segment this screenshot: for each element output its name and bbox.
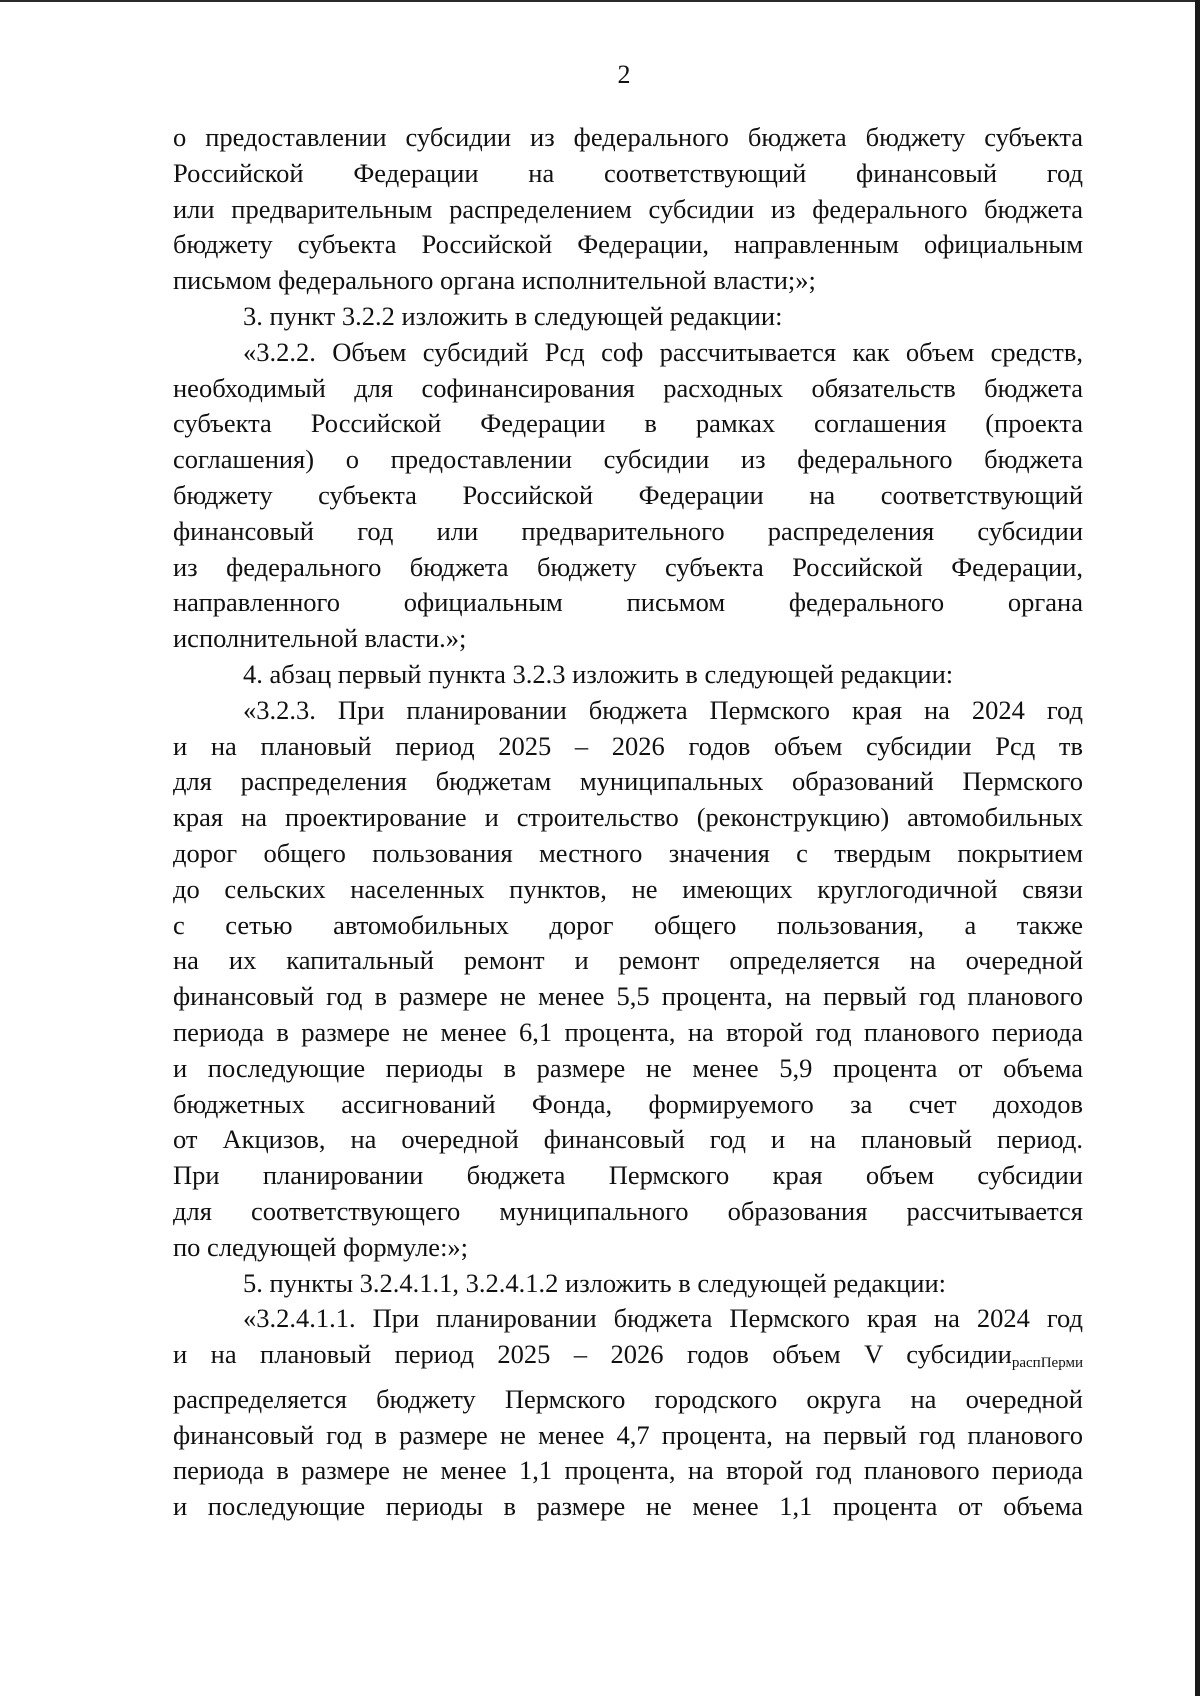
text-line: периода в размере не менее 6,1 процента, на второй год планового периода [173,1016,1083,1047]
text-line: из федерального бюджета бюджету субъекта Российской Федерации, [173,551,1083,582]
text-line: на их капитальный ремонт и ремонт определяется на очередной [173,945,1083,976]
text-line: финансовый год в размере не менее 5,5 процента, на первый год планового [173,981,1083,1012]
text-line-with-subscript [173,1337,1083,1382]
paragraph-quote-3-2-2 [173,335,1083,657]
paragraph-quote-3-2-4-1-1 [173,1301,1083,1525]
text-line: необходимый для софинансирования расходных обязательств бюджета [173,372,1083,403]
text-line: соглашения) о предоставлении субсидии из федерального бюджета [173,444,1083,475]
paragraph-continuation [173,120,1083,299]
subscript-index: распПерми [1011,1355,1083,1372]
text-line: края на проектирование и строительство (реконструкцию) автомобильных [173,802,1083,833]
text-line: 5. пункты 3.2.4.1.1, 3.2.4.1.2 изложить в следующей редакции: [243,1267,947,1298]
text-line: или предварительным распределением субсидии из федерального бюджета [173,193,1083,224]
paragraph-item-4 [173,657,1083,693]
text-line: от Акцизов, на очередной финансовый год и на плановый период. [173,1124,1083,1155]
paragraph-quote-3-2-3 [173,693,1083,1266]
scan-edge-top [0,0,1200,2]
text-line: Российской Федерации на соответствующий финансовый год [173,157,1083,188]
text-line: с сетью автомобильных дорог общего пользования, а также [173,909,1083,940]
text-line: исполнительной власти.»; [173,623,467,654]
text-line: распределяется бюджету Пермского городского округа на очередной [173,1383,1083,1414]
text-line: «3.2.2. Объем субсидий Рсд соф рассчитывается как объем средств, [243,336,1083,367]
text-line: периода в размере не менее 1,1 процента, на второй год планового периода [173,1455,1083,1486]
text-line: При планировании бюджета Пермского края объем субсидии [173,1160,1083,1191]
scan-edge-right [1195,0,1200,1696]
text-line: и последующие периоды в размере не менее 1,1 процента от объема [173,1491,1083,1522]
text-line: бюджету субъекта Российской Федерации, направленным официальным [173,229,1083,260]
text-line: финансовый год или предварительного распределения субсидии [173,515,1083,546]
text-line: «3.2.4.1.1. При планировании бюджета Пермского края на 2024 год [243,1303,1083,1334]
text-line: письмом федерального органа исполнительной власти;»; [173,265,816,296]
paragraph-item-3 [173,299,1083,335]
text-line: и на плановый период 2025 – 2026 годов объем субсидии Рсд тв [173,730,1083,761]
paragraph-item-5 [173,1266,1083,1302]
text-line: по следующей формуле:»; [173,1231,469,1262]
text-line: о предоставлении субсидии из федерального бюджета бюджету субъекта [173,122,1083,152]
document-body [173,120,1083,1525]
text-line: 3. пункт 3.2.2 изложить в следующей редакции: [243,300,783,331]
text-line: для распределения бюджетам муниципальных образований Пермского [173,766,1083,797]
text-line: направленного официальным письмом федерального органа [173,587,1083,618]
text-line: для соответствующего муниципального образования рассчитывается [173,1195,1083,1226]
text-line: 4. абзац первый пункта 3.2.3 изложить в следующей редакции: [243,658,954,689]
text-line: финансовый год в размере не менее 4,7 процента, на первый год планового [173,1419,1083,1450]
text-line: бюджетных ассигнований Фонда, формируемого за счет доходов [173,1088,1083,1119]
text-line: бюджету субъекта Российской Федерации на соответствующий [173,479,1083,510]
page-number: 2 [617,60,631,89]
text-line: до сельских населенных пунктов, не имеющих круглогодичной связи [173,873,1083,904]
text-fragment: и на плановый период 2025 – 2026 годов объем V субсидии [173,1339,1012,1370]
text-line: дорог общего пользования местного значения с твердым покрытием [173,837,1083,868]
text-line: и последующие периоды в размере не менее 5,9 процента от объема [173,1052,1083,1083]
text-line: субъекта Российской Федерации в рамках соглашения (проекта [173,408,1083,439]
text-line: «3.2.3. При планировании бюджета Пермского края на 2024 год [243,694,1083,725]
